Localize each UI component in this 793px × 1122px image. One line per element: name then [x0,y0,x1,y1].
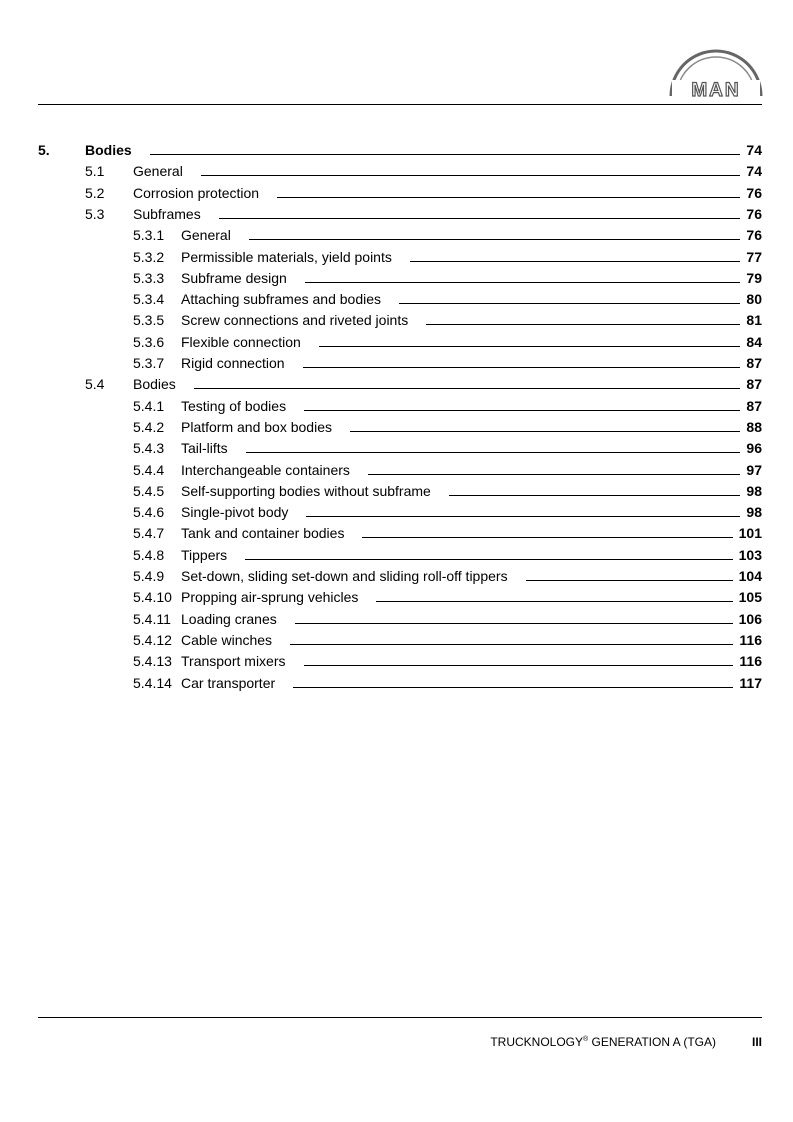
toc-entry-number: 5.4.5 [133,482,165,499]
toc-entry-number: 5.2 [85,184,105,201]
toc-entry[interactable] [0,247,793,268]
toc-leader-line [368,474,740,475]
toc-leader-line [304,410,740,411]
toc-entry-number: 5.1 [85,163,105,180]
toc-entry[interactable] [0,310,793,331]
toc-entry-page: 101 [738,525,762,542]
toc-entry[interactable] [0,225,793,246]
toc-entry[interactable] [0,609,793,630]
toc-entry[interactable] [0,523,793,544]
toc-entry[interactable] [0,374,793,395]
toc-entry-page: 104 [738,568,762,584]
toc-leader-line [295,623,733,624]
toc-entry-title: Subframes [133,205,201,222]
toc-entry-title: Permissible materials, yield points [181,248,392,265]
toc-entry-title: Corrosion protection [133,184,260,201]
man-logo [668,44,764,100]
toc-entry-number: 5.4.6 [133,504,165,521]
toc-entry-page: 74 [746,142,762,158]
toc-entry-page: 76 [746,184,762,201]
toc-entry-page: 76 [746,205,762,222]
toc-entry-title: Interchangeable containers [181,461,350,478]
toc-leader-line [350,431,740,432]
toc-entry-number: 5.4.3 [133,440,165,457]
toc-leader-line [304,665,733,666]
toc-entry-number: 5.4.8 [133,546,165,563]
toc-entry-page: 98 [746,482,762,499]
toc-entry-title: Platform and box bodies [181,418,332,435]
toc-entry-number: 5.3.7 [133,355,165,371]
toc-entry-number: 5.3.6 [133,333,165,350]
toc-leader-line [201,175,740,176]
toc-entry-number: 5.3.4 [133,291,165,308]
toc-entry-title: Bodies [85,142,132,158]
toc-entry-number: 5.3.1 [133,227,165,244]
toc-entry[interactable] [0,183,793,204]
toc-entry-title: General [133,163,183,180]
toc-entry[interactable] [0,396,793,417]
toc-entry-number: 5.3.2 [133,248,165,265]
toc-leader-line [219,218,740,219]
toc-entry-page: 87 [746,376,762,393]
toc-entry-page: 87 [746,355,762,371]
footer-rule [38,1017,762,1018]
toc-entry-title: Rigid connection [181,355,285,371]
toc-leader-line [362,537,733,538]
toc-leader-line [410,261,740,262]
toc-entry-page: 74 [746,163,762,180]
toc-leader-line [150,154,740,155]
toc-entry[interactable] [0,587,793,608]
toc-entry-number: 5.3.3 [133,269,165,286]
toc-entry-number: 5.4.4 [133,461,165,478]
toc-entry-page: 103 [738,546,762,563]
footer-title: TRUCKNOLOGY® GENERATION A (TGA) [490,1035,716,1049]
toc-leader-line [305,282,740,283]
header-rule [38,104,762,105]
toc-entry[interactable] [0,417,793,438]
toc-entry[interactable] [0,438,793,459]
toc-leader-line [249,239,740,240]
toc-entry[interactable] [0,481,793,502]
toc-entry-page: 84 [746,333,762,350]
toc-entry[interactable] [0,651,793,672]
toc-leader-line [319,346,740,347]
toc-entry-page: 88 [746,418,762,435]
toc-entry-title: Single-pivot body [181,504,289,521]
toc-entry-page: 96 [746,440,762,457]
toc-entry-number: 5.4 [85,376,105,393]
toc-entry-title: Screw connections and riveted joints [181,312,409,329]
toc-leader-line [303,367,740,368]
toc-entry-page: 98 [746,504,762,521]
toc-entry[interactable] [0,673,793,694]
toc-entry-page: 105 [738,589,762,606]
toc-entry-title: Tank and container bodies [181,525,345,542]
toc-leader-line [293,687,733,688]
toc-leader-line [290,644,733,645]
toc-entry-title: Self-supporting bodies without subframe [181,482,431,499]
toc-entry-page: 116 [739,631,762,648]
toc-entry-title: Flexible connection [181,333,301,350]
toc-leader-line [526,580,733,581]
toc-entry-page: 81 [746,312,762,329]
toc-entry-number: 5.4.14 [133,674,172,691]
toc-entry-number: 5.3.5 [133,312,165,329]
toc-entry-title: Tippers [181,546,228,563]
toc-entry[interactable] [0,545,793,566]
toc-entry-number: 5.4.2 [133,418,165,435]
toc-entry[interactable] [0,566,793,587]
toc-entry-title: Cable winches [181,631,273,648]
toc-entry-page: 87 [746,397,762,414]
toc-entry-number: 5.4.10 [133,589,172,606]
toc-entry[interactable] [0,289,793,310]
toc-entry-title: Propping air-sprung vehicles [181,589,359,606]
toc-entry[interactable] [0,460,793,481]
toc-entry-title: General [181,227,231,244]
toc-leader-line [194,388,740,389]
toc-entry-page: 76 [746,227,762,244]
toc-entry-page: 77 [746,248,762,265]
toc-entry-page: 80 [746,291,762,308]
toc-leader-line [399,303,740,304]
toc-entry[interactable] [0,204,793,225]
toc-entry-page: 97 [746,461,762,478]
logo-text: MAN [691,80,741,100]
toc-entry-title: Set-down, sliding set-down and sliding roll-off tippers [181,568,508,584]
toc-entry-title: Car transporter [181,674,276,691]
toc-entry-page: 106 [738,610,762,627]
toc-leader-line [277,197,740,198]
toc-entry-number: 5. [38,142,50,158]
toc-leader-line [245,559,733,560]
toc-leader-line [376,601,733,602]
toc-entry-title: Loading cranes [181,610,277,627]
toc-entry[interactable] [0,502,793,523]
toc-entry-number: 5.4.11 [133,610,171,627]
footer-page-number: III [751,1035,762,1049]
toc-entry-number: 5.4.9 [133,568,165,584]
toc-entry[interactable] [0,268,793,289]
toc-entry-page: 79 [746,269,762,286]
toc-leader-line [449,495,740,496]
toc-leader-line [426,324,740,325]
toc-entry[interactable] [0,332,793,353]
toc-entry-number: 5.4.12 [133,631,172,648]
toc-entry-page: 116 [739,653,762,670]
toc-entry-title: Transport mixers [181,653,286,670]
toc-entry-title: Testing of bodies [181,397,287,414]
toc-leader-line [306,516,740,517]
toc-entry-number: 5.4.7 [133,525,165,542]
toc-entry-title: Subframe design [181,269,287,286]
toc-entry-page: 117 [739,674,762,691]
toc-entry-number: 5.3 [85,205,105,222]
toc-entry-title: Tail-lifts [181,440,228,457]
toc-entry[interactable] [0,161,793,182]
toc-entry-title: Bodies [133,376,176,393]
toc-leader-line [246,452,740,453]
toc-entry-number: 5.4.13 [133,653,172,670]
toc-entry-number: 5.4.1 [133,397,165,414]
toc-entry-title: Attaching subframes and bodies [181,291,382,308]
toc-entry[interactable] [0,140,793,161]
toc-entry[interactable] [0,353,793,374]
toc-entry[interactable] [0,630,793,651]
